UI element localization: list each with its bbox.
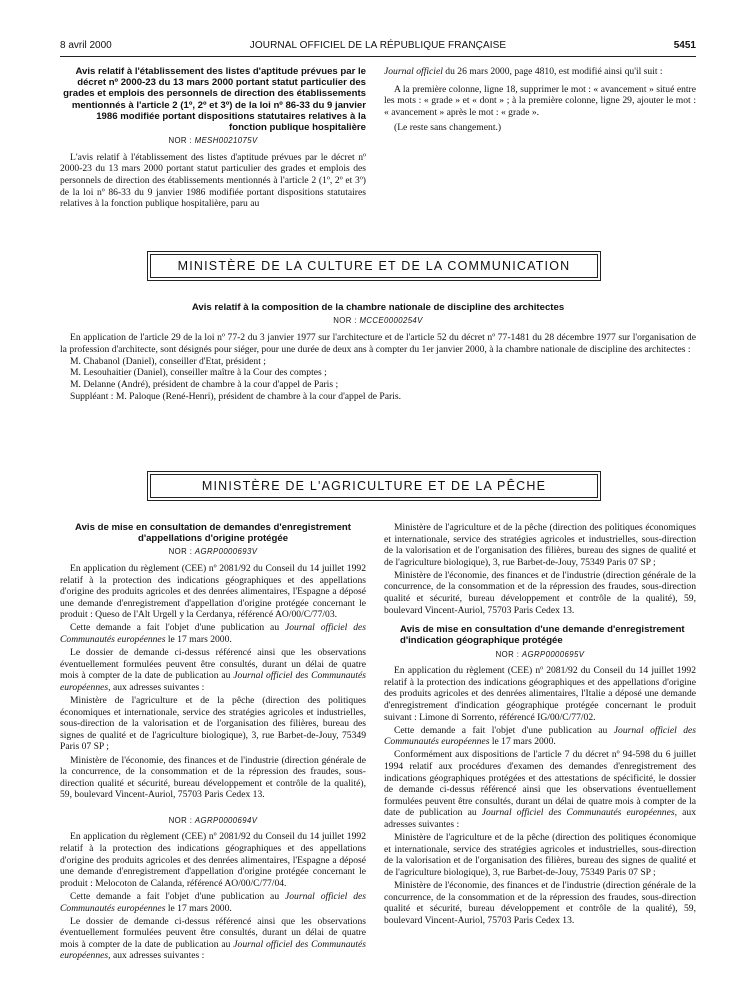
journal-title: JOURNAL OFFICIEL DE LA RÉPUBLIQUE FRANÇAISE [249, 40, 507, 51]
avis-aptitude-right [384, 66, 696, 135]
nor-label: NOR : [168, 136, 195, 146]
nor-value: MESH0021075V [194, 136, 258, 146]
nor-value: MCCE0000254V [359, 316, 423, 326]
agri-b1: En application du règlement (CEE) nº 2081/92 du Conseil du 14 juillet 1992 relatif à la protection des indications géographiques et des appellations d'origine des produits agricoles et des denrées alimentaires, l'Espagne a déposé une demande d'enregistrement d'appellation d'origine protégée concernant le produit : Melocoton de Calanda, référencé AO/00/C/77/04. [60, 831, 366, 889]
avis-aptitude-title: Avis relatif à l'établissement des listes d'aptitude prévues par le décret nº 2000-23 du 13 mars 2000 portant statut particulier des grades et emplois des personnels de direction des établissements mentionnés à l'article 2 (1º, 2º et 3º) de la loi nº 86-33 du 9 janvier 1986 modifiée portant dispositions statutaires relatives à la fonction publique hospitalière [63, 66, 366, 134]
agri-a2: Cette demande a fait l'objet d'une publication au Journal officiel des Communautés européennes le 17 mars 2000. [60, 622, 366, 646]
agri-a5: Ministère de l'économie, des finances et de l'industrie (direction générale de la concurrence, de la consommation et de la répression des fraudes, sous-direction qualité et sécurité, bureau développement et contrôle de la qualité), 59, boulevard Vincent-Auriol, 75703 Paris Cedex 13. [60, 754, 366, 801]
agri-a3: Le dossier de demande ci-dessus référencé ainsi que les observations éventuellement formulées peuvent être consultés, durant un délai de quatre mois à compter de la date de publication au Journal officiel des Communautés européennes, aux adresses suivantes : [60, 647, 366, 693]
avis-aptitude-p1-cont: Journal officiel du 26 mars 2000, page 4810, est modifié ainsi qu'il suit : [384, 66, 663, 77]
nor-value: AGRP0000695V [521, 649, 585, 659]
nor-line: NOR : AGRP0000693V [168, 547, 258, 557]
page-number: 5451 [673, 40, 696, 51]
avis-aptitude-p3: (Le reste sans changement.) [394, 122, 502, 134]
nor-value: AGRP0000694V [194, 815, 258, 825]
culture-avis [60, 302, 696, 403]
nor-line: NOR : MCCE0000254V [333, 316, 423, 326]
culture-p3: M. Lesouhaitier (Daniel), conseiller maître à la Cour des comptes ; [70, 367, 327, 379]
agri-avis1-title: Avis de mise en consultation de demandes d'enregistrement d'appellations d'origine protégée [75, 522, 351, 545]
avis-aptitude-p1: L'avis relatif à l'établissement des listes d'aptitude prévues par le décret nº 2000-23 du 13 mars 2000 portant statut particulier des grades et emplois des personnels de direction des établissements mentionnés à l'article 2 (1º, 2º et 3º) de la loi nº 86-33 du 9 janvier 1986 modifiée portant dispositions statutaires relatives à la fonction publique hospitalière, paru au [60, 151, 366, 210]
nor-line: NOR : AGRP0000694V [168, 815, 258, 825]
agri-a1: En application du règlement (CEE) nº 2081/92 du Conseil du 14 juillet 1992 relatif à la protection des indications géographiques et des appellations d'origine des produits agricoles et des denrées alimentaires, l'Espagne a déposé une demande d'enregistrement d'appellation d'origine protégée concernant le produit : Queso de l'Alt Urgell y la Cerdanya, référencé AO/00/C/77/03. [60, 563, 366, 621]
nor-line [60, 135, 366, 147]
agri-a4: Ministère de l'agriculture et de la pêche (direction des politiques économiques et internationale, service des stratégies agricoles et industrielles, sous-direction de la valorisation et de l'organisation des filières, bureau des signes de qualité et de l'agriculture biologique), 3, rue Barbet-de-Jouy, 75349 Paris 07 SP ; [60, 695, 366, 753]
agri-b2: Cette demande a fait l'objet d'une publication au Journal officiel des Communautés européennes le 17 mars 2000. [60, 890, 366, 914]
issue-date: 8 avril 2000 [60, 40, 112, 51]
nor-value: AGRP0000693V [194, 547, 258, 557]
ministry-culture-banner: MINISTÈRE DE LA CULTURE ET DE LA COMMUNICATION [150, 254, 598, 278]
agri-avis2-title: Avis de mise en consultation d'une demande d'enregistrement d'indication géographique protégée [400, 624, 685, 647]
culture-p2: M. Chabanol (Daniel), conseiller d'Etat, président ; [70, 355, 266, 367]
avis-aptitude-left [60, 66, 366, 211]
agri-c2: Ministère de l'économie, des finances et de l'industrie (direction générale de la concurrence, de la consommation et de la répression des fraudes, sous-direction qualité et sécurité, bureau développement et contrôle de la qualité), 59, boulevard Vincent-Auriol, 75703 Paris Cedex 13. [384, 569, 696, 616]
agri-d2: Cette demande a fait l'objet d'une publication au Journal officiel des Communautés européennes le 17 mars 2000. [384, 724, 696, 748]
header-rule [60, 56, 696, 57]
agri-c1: Ministère de l'agriculture et de la pêche (direction des politiques économiques et internationale, service des stratégies agricoles et industrielles, sous-direction de la valorisation et de l'organisation des filières, bureau des signes de qualité et de l'agriculture biologique), 3, rue Barbet-de-Jouy, 75349 Paris 07 SP ; [384, 522, 696, 568]
nor-line: NOR : AGRP0000695V [495, 649, 585, 659]
agri-d5: Ministère de l'économie, des finances et de l'industrie (direction générale de la concurrence, de la consommation et de la répression des fraudes, sous-direction qualité et sécurité, bureau développement et contrôle de la qualité), 59, boulevard Vincent-Auriol, 75703 Paris Cedex 13. [384, 879, 696, 926]
page-header [60, 40, 696, 54]
agri-d1: En application du règlement (CEE) nº 2081/92 du Conseil du 14 juillet 1992 relatif à la protection des indications géographiques et des appellations d'origine des produits agricoles et des denrées alimentaires, l'Italie a déposé une demande d'enregistrement d'indication géographique protégée concernant le produit suivant : Limone di Sorrento, référencé IG/00/C/77/02. [384, 665, 696, 723]
agri-d3: Conformément aux dispositions de l'article 7 du décret nº 94-598 du 6 juillet 1994 relatif aux procédures d'examen des demandes d'enregistrement des indications géographiques protégées et des attestations de spécificité, le dossier de demande ci-dessus référencé ainsi que les observations éventuellement formulées peuvent être consultés, durant un délai de quatre mois à compter de la date de publication au Journal officiel des Communautés européennes, aux adresses suivantes : [384, 749, 696, 830]
culture-p5: Suppléant : M. Paloque (René-Henri), président de chambre à la cour d'appel de Paris. [70, 390, 402, 402]
agriculture-right-column [384, 522, 696, 928]
agri-b3: Le dossier de demande ci-dessus référencé ainsi que les observations éventuellement formulées peuvent être consultés, durant un délai de quatre mois à compter de la date de publication au Journal officiel des Communautés européennes, aux adresses suivantes : [60, 915, 366, 962]
culture-p1: En application de l'article 29 de la loi nº 77-2 du 3 janvier 1977 sur l'architecture et de l'article 52 du décret nº 77-1481 du 28 décembre 1977 sur l'organisation de la profession d'architecte, sont désignés pour siéger, pour une durée de deux ans à compter du 1er janvier 2000, à la chambre nationale de discipline des architectes : [60, 332, 696, 355]
culture-p4: M. Delanne (André), président de chambre à la cour d'appel de Paris ; [70, 379, 339, 391]
culture-avis-title: Avis relatif à la composition de la chambre nationale de discipline des architectes [191, 302, 565, 313]
ministry-agriculture-banner: MINISTÈRE DE L'AGRICULTURE ET DE LA PÊCHE [150, 474, 598, 498]
agriculture-left-column [60, 522, 366, 964]
avis-aptitude-p2: A la première colonne, ligne 18, supprimer le mot : « avancement » situé entre les mots : « grade » et « dont » ; à la première colonne, ligne 29, ajouter le mot : « avancement » après le mot : « grade ». [384, 83, 696, 118]
agri-d4: Ministère de l'agriculture et de la pêche (direction des politiques économique et internationale, service des stratégies agricoles et industrielles, sous-direction de la valorisation et de l'organisation des filières, bureau des signes de qualité et de l'agriculture biologique), 3, rue Barbet-de-Jouy, 75349 Paris 07 SP ; [384, 832, 696, 878]
